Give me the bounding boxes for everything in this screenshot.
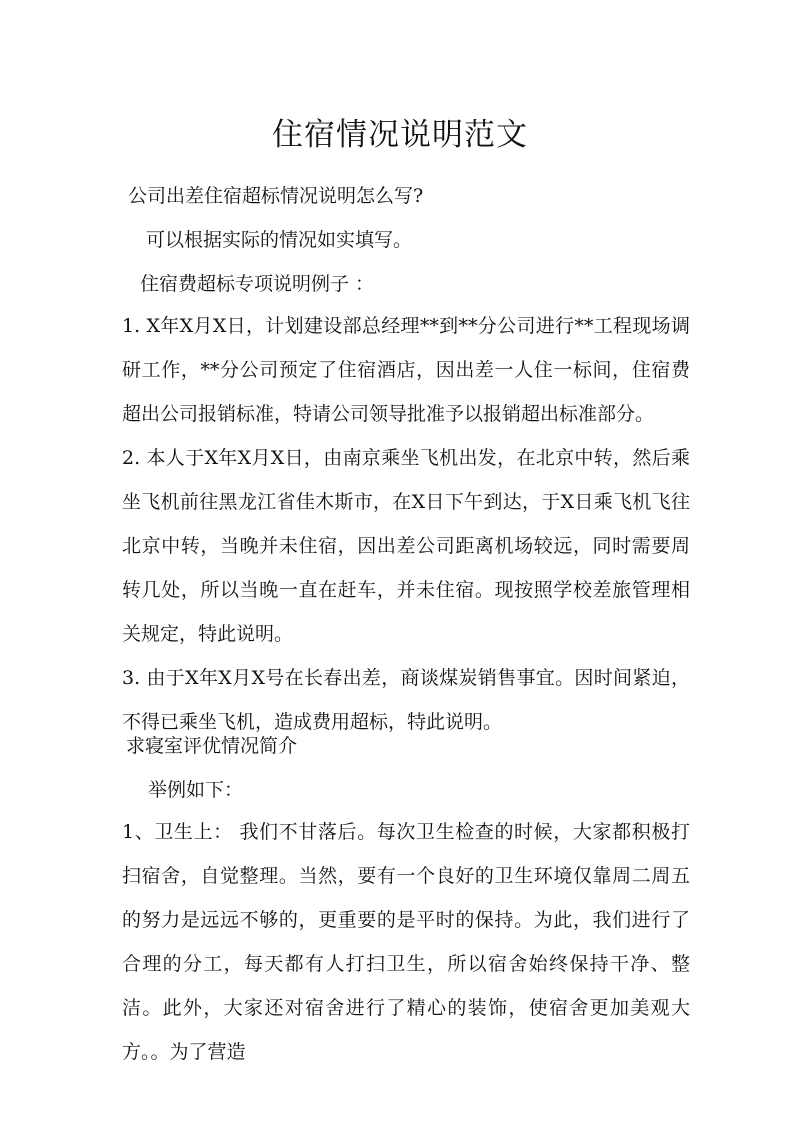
list-item: 1. X年X月X日，计划建设部总经理**到**分公司进行**工程现场调研工作，**分公司预定了住宿酒店，因出差一人住一标间，住宿费超出公司报销标准，特请公司领导批准予以报销超出标准部分。 <box>122 315 690 425</box>
list-item: 1、卫生上： 我们不甘落后。每次卫生检查的时候，大家都积极打扫宿舍，自觉整理。当然，要有一个良好的卫生环境仅靠周二周五的努力是远远不够的，更重要的是平时的保持。为此，我们进行了合理的分工，每天都有人打扫卫生，所以宿舍始终保持干净、整洁。此外，大家还对宿舍进行了精心的装饰，使宿舍更加美观大方。。为了营造 <box>122 821 690 1063</box>
example-heading: 住宿费超标专项说明例子 ： <box>140 273 375 295</box>
list-item: 3. 由于X年X月X号在长春出差，商谈煤炭销售事宜。因时间紧迫，不得已乘坐飞机，造成费用超标，特此说明。 <box>122 667 690 733</box>
list-item: 2. 本人于X年X月X日，由南京乘坐飞机出发，在北京中转，然后乘坐飞机前往黑龙江省佳木斯市，在X日下午到达，于X日乘飞机飞往北京中转，当晚并未住宿，因出差公司距离机场较远，同时需要周转几处，所以当晚一直在赶车，并未住宿。现按照学校差旅管理相关规定，特此说明。 <box>122 447 690 645</box>
section2-intro: 举例如下： <box>148 779 244 801</box>
section2-heading: 求寝室评优情况简介 <box>126 735 298 757</box>
answer-line: 可以根据实际的情况如实填写。 <box>146 229 413 251</box>
question-line: 公司出差住宿超标情况说明怎么写? <box>128 185 424 207</box>
document-title: 住宿情况说明范文 <box>272 117 528 153</box>
